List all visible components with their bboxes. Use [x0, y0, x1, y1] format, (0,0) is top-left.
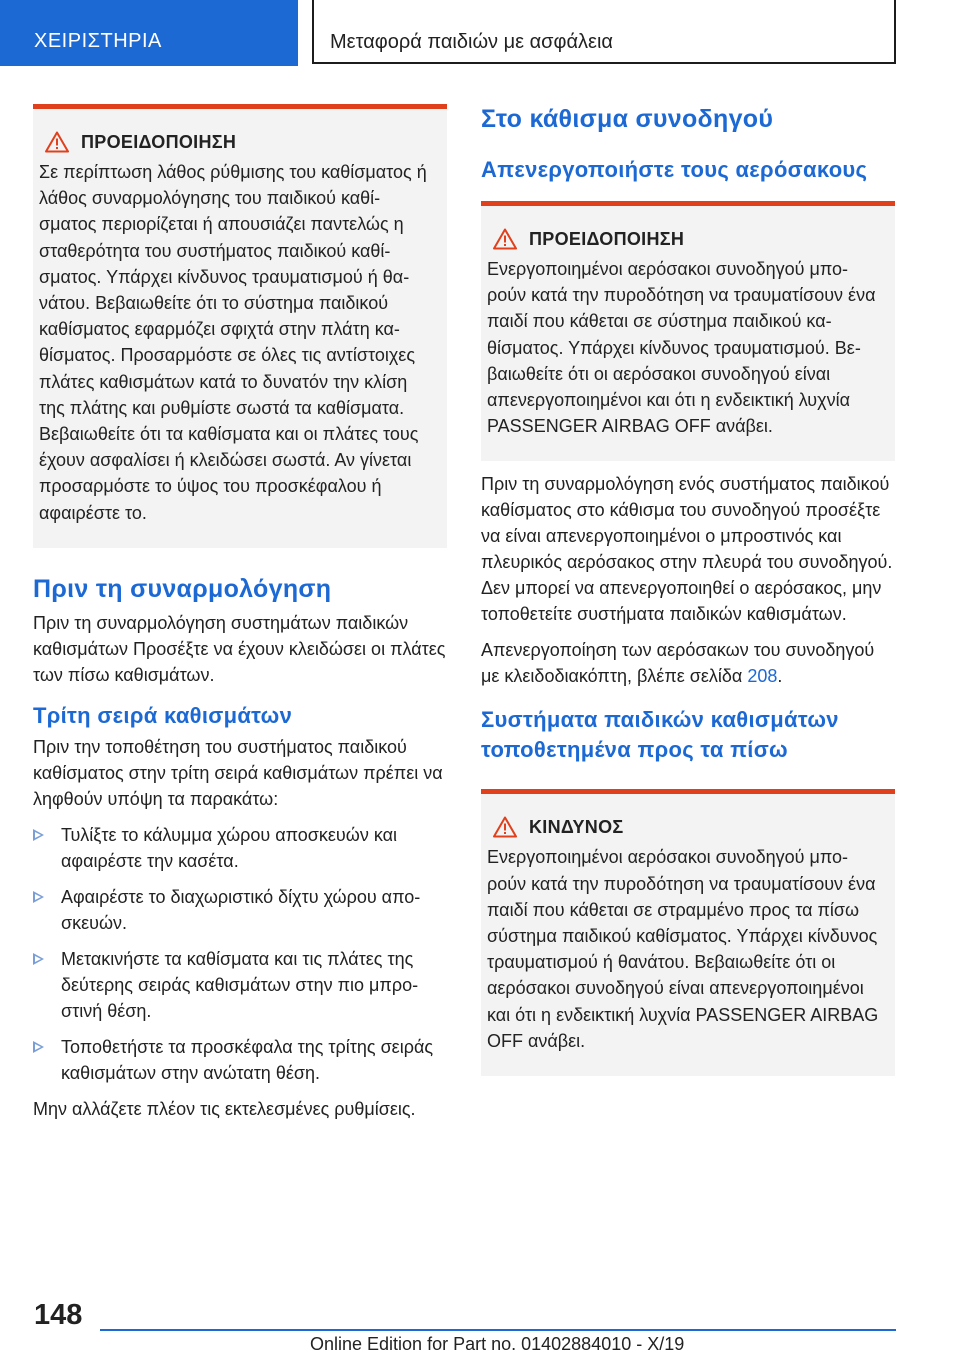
- heading-deactivate-airbags: Απενεργοποιήστε τους αερόσακους: [481, 157, 868, 182]
- section-tab: ΧΕΙΡΙΣΤΗΡΙΑ: [0, 0, 298, 66]
- triangle-bullet-icon: [33, 953, 44, 965]
- danger-box: [481, 789, 895, 1076]
- page-reference-link[interactable]: 208: [747, 666, 778, 687]
- chapter-title: Μεταφορά παιδιών με ασφάλεια: [312, 0, 896, 64]
- edition-note: Online Edition for Part no. 01402884010 - X/19: [310, 1334, 685, 1354]
- warning-header: [487, 228, 879, 250]
- heading-before-assembly: Πριν τη συναρμολόγηση: [33, 574, 332, 603]
- footer-divider: [100, 1329, 896, 1331]
- paragraph-text: Απενεργοποίηση των αερόσακων του συνοδηγού με κλειδοδιακόπτη, βλέπε σελίδα: [481, 640, 875, 687]
- list-item-text: Μετακινήστε τα καθίσματα και τις πλάτες της δεύτερης σειράς καθισμάτων στην πιο μπροστινή θέση.: [61, 948, 419, 1021]
- paragraph-passenger-assembly: Πριν τη συναρμολόγηση ενός συστήματος παιδικού καθίσματος στο κάθισμα του συνοδηγού προσέξτε να είναι απενεργοποιημένοι ο μπροστινός και πλευρικός αερόσακος στην πλευρά του συνοδηγού. Δεν μπορεί να απενεργοποιηθεί ο αερόσακος, μην τοποθετείτε συστήματα παιδικών καθισμάτων.: [481, 474, 893, 625]
- heading-rear-facing-seats: Συστήματα παιδικών καθισμάτων τοποθετημένα προς τα πίσω: [481, 707, 839, 763]
- warning-triangle-icon: [493, 816, 517, 838]
- danger-header: [487, 816, 879, 838]
- warning-text: Ενεργοποιημένοι αερόσακοι συνοδηγού μπορούν κατά την πυροδότηση να τραυματίσουν ένα παιδί που κάθεται σε σύστημα παιδικού καθίσματος. Υπάρχει κίνδυνος τραυματισμού. Βεβαιωθείτε ότι οι αερόσακοι συνοδηγού είναι απενεργοποιημένοι και ότι η ενδεικτική λυχνία PASSENGER AIRBAG OFF ανάβει.: [487, 259, 876, 437]
- paragraph-suffix: .: [777, 666, 783, 687]
- heading-third-row: Τρίτη σειρά καθισμάτων: [33, 702, 293, 728]
- list-item: [33, 884, 447, 936]
- warning-title: ΠΡΟΕΙΔΟΠΟΙΗΣΗ: [529, 228, 685, 249]
- warning-triangle-icon: [493, 228, 517, 250]
- warning-text: Σε περίπτωση λάθος ρύθμισης του καθίσματος ή λάθος συναρμολόγησης του παιδικού καθίσματος περιορίζεται ή απουσιάζει παντελώς η σταθερότητα του συστήματος παιδικού καθίσματος. Υπάρχει κίνδυνος τραυματισμού ή θανάτου. Βεβαιωθείτε ότι το σύστημα παιδικού καθίσματος εφαρμόζει σφιχτά στην πλάτη καθίσματος. Προσαρμόστε σε όλες τις αντίστοιχες πλάτες καθισμάτων κατά το δυνατόν την κλίση της πλάτης και ρυθμίστε σωστά τα καθίσματα. Βεβαιωθείτε ότι τα καθίσματα και οι πλάτες τους έχουν ασφαλίσει ή κλειδώσει σωστά. Αν γίνεται προσαρμόστε το ύψος του προσκέφαλου ή αφαιρέστε το.: [39, 162, 427, 523]
- triangle-bullet-icon: [33, 829, 44, 841]
- closing-paragraph: Μην αλλάζετε πλέον τις εκτελεσμένες ρυθμίσεις.: [33, 1098, 416, 1119]
- warning-box: [481, 201, 895, 461]
- danger-text: Ενεργοποιημένοι αερόσακοι συνοδηγού μπορούν κατά την πυροδότηση να τραυματίσουν ένα παιδί που κάθεται σε στραμμένο προς τα πίσω σύστημα παιδικού καθίσματος. Υπάρχει κίνδυνος τραυματισμού ή θανάτου. Βεβαιωθείτε ότι οι αερόσακοι συνοδηγού είναι απενεργοποιημένοι και ότι η ενδεικτική λυχνία PASSENGER AIRBAG OFF ανάβει.: [487, 847, 879, 1051]
- paragraph-before-assembly: Πριν τη συναρμολόγηση συστημάτων παιδικών καθισμάτων Προσέξτε να έχουν κλειδώσει οι πλάτες των πίσω καθισμάτων.: [33, 612, 446, 685]
- warning-triangle-icon: [45, 131, 69, 153]
- warning-title: ΠΡΟΕΙΔΟΠΟΙΗΣΗ: [81, 131, 237, 152]
- instruction-list: [33, 822, 447, 1086]
- warning-header: [39, 131, 431, 153]
- left-column: [33, 104, 447, 1122]
- page-number: 148: [34, 1299, 83, 1331]
- triangle-bullet-icon: [33, 1041, 44, 1053]
- list-item: [33, 1034, 447, 1086]
- list-item-text: Τοποθετήστε τα προσκέφαλα της τρίτης σειράς καθισμάτων στην ανώτατη θέση.: [61, 1036, 434, 1083]
- paragraph-key-switch: [481, 637, 895, 689]
- warning-box: [33, 104, 447, 548]
- triangle-bullet-icon: [33, 891, 44, 903]
- list-item-text: Αφαιρέστε το διαχωριστικό δίχτυ χώρου αποσκευών.: [61, 886, 421, 933]
- danger-title: ΚΙΝΔΥΝΟΣ: [529, 816, 624, 837]
- right-column: [481, 104, 895, 1076]
- list-item: [33, 946, 447, 1024]
- list-item-text: Τυλίξτε το κάλυμμα χώρου αποσκευών και αφαιρέστε την κασέτα.: [61, 824, 398, 871]
- heading-passenger-seat: Στο κάθισμα συνοδηγού: [481, 105, 774, 133]
- paragraph-third-row: Πριν την τοποθέτηση του συστήματος παιδικού καθίσματος στην τρίτη σειρά καθισμάτων πρέπει να ληφθούν υπόψη τα παρακάτω:: [33, 736, 443, 809]
- page-header: [0, 0, 960, 66]
- list-item: [33, 822, 447, 874]
